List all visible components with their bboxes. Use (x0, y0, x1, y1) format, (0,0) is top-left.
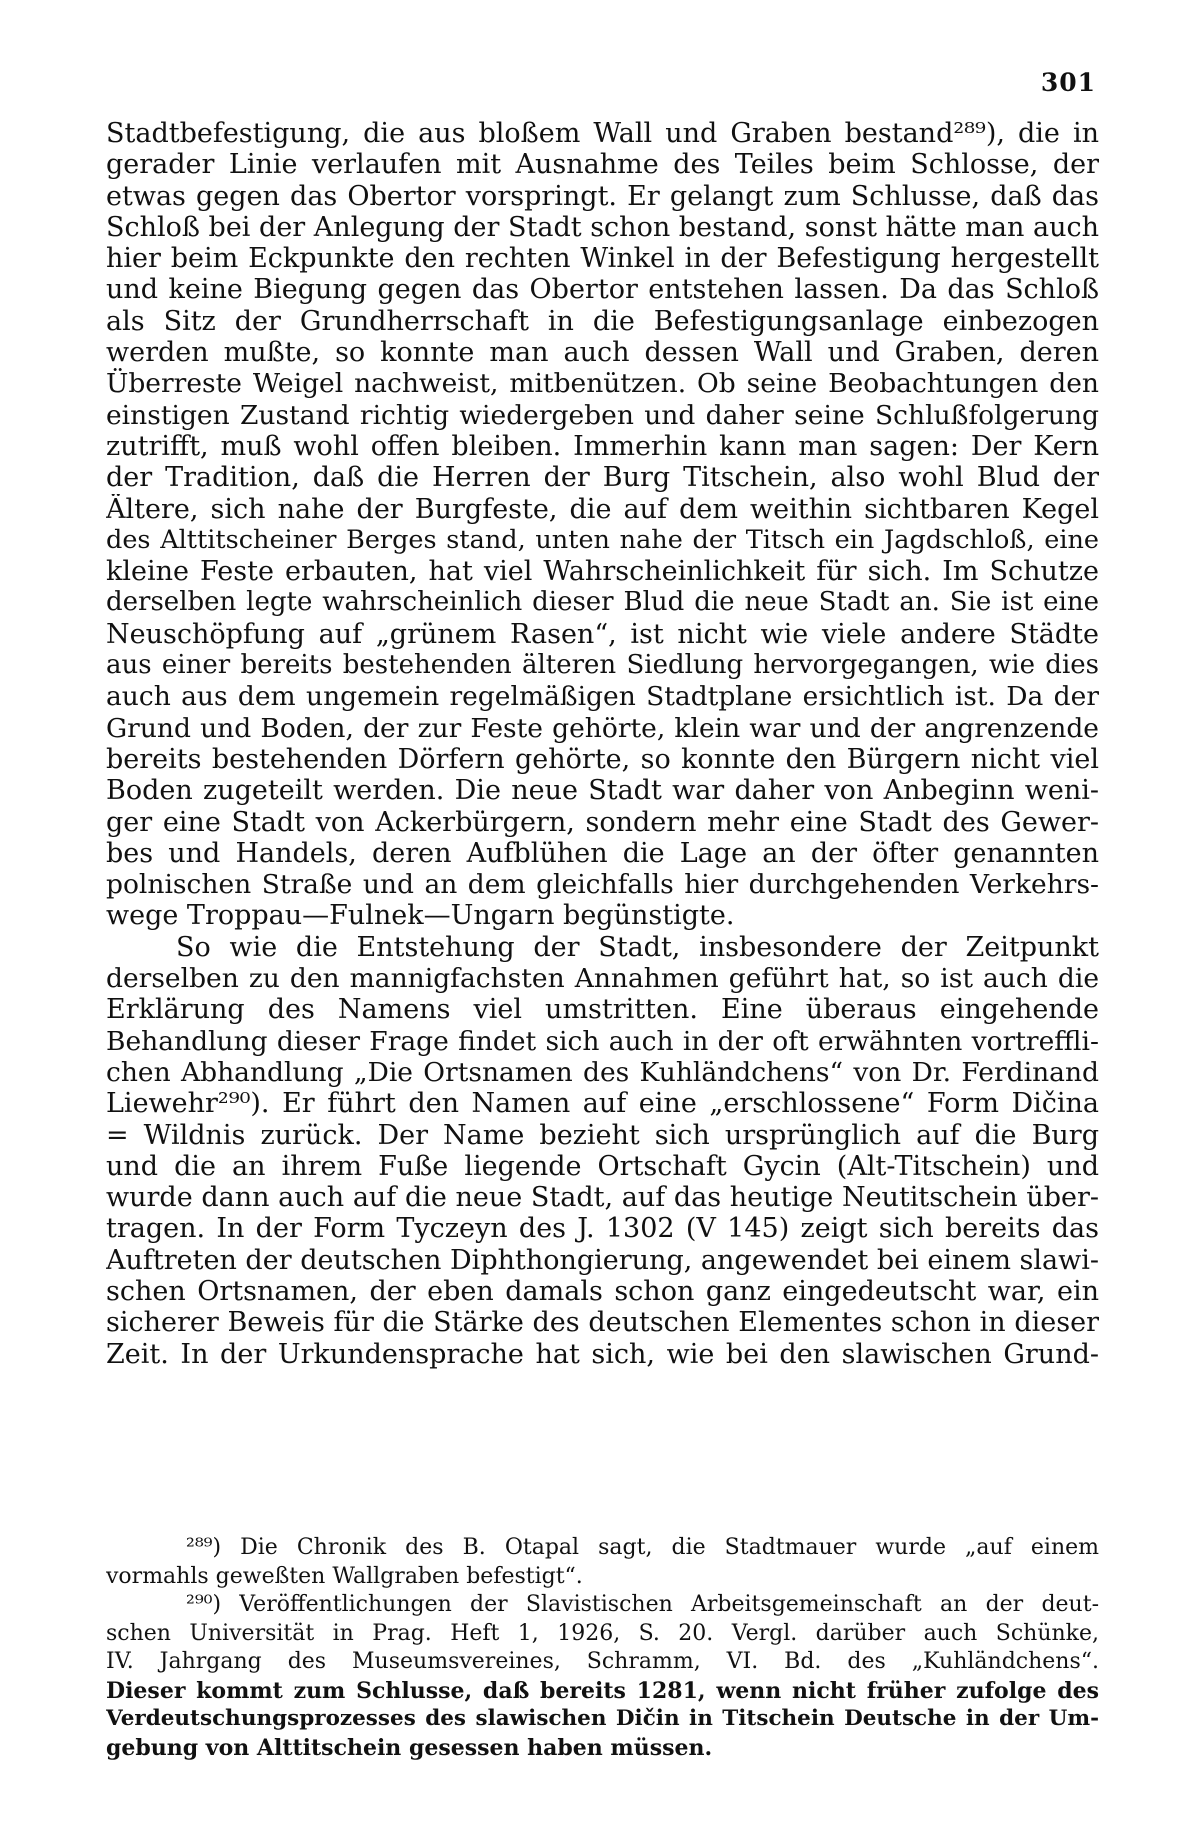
text-line: einstigen Zustand richtig wiedergeben und daher seine Schlußfolgerung (106, 399, 1099, 431)
main-text (106, 118, 1099, 1370)
text-line: hier beim Eckpunkte den rechten Winkel in der Befestigung hergestellt (106, 243, 1099, 275)
footnote-line: IV. Jahrgang des Museumsvereines, Schramm, VI. Bd. des „Kuhländchens“. (106, 1649, 1099, 1674)
text-line: Stadtbefestigung, die aus bloßem Wall und Graben bestand²⁸⁹), die in (106, 118, 1099, 149)
text-line: auch aus dem ungemein regelmäßigen Stadtplane ersichtlich ist. Da der (106, 681, 1099, 713)
text-line: Liewehr²⁹⁰). Er führt den Namen auf eine „erschlossene“ Form Dičina (106, 1088, 1099, 1120)
text-line: ger eine Stadt von Ackerbürgern, sondern mehr eine Stadt des Gewer- (106, 806, 1099, 838)
text-line: = Wildnis zurück. Der Name bezieht sich ursprünglich auf die Burg (106, 1119, 1099, 1151)
text-line: etwas gegen das Obertor vorspringt. Er gelangt zum Schlusse, daß das (106, 180, 1099, 212)
footnote-line: ²⁸⁹) Die Chronik des B. Otapal sagt, die Stadtmauer wurde „auf einem (186, 1535, 1099, 1560)
footnotes (106, 1534, 1099, 1762)
text-line: Behandlung dieser Frage findet sich auch in der oft erwähnten vortreffli- (106, 1025, 1099, 1057)
text-line: derselben legte wahrscheinlich dieser Blud die neue Stadt an. Sie ist eine (106, 587, 1099, 618)
text-line: aus einer bereits bestehenden älteren Siedlung hervorgegangen, wie dies (106, 650, 1099, 681)
text-line: wurde dann auch auf die neue Stadt, auf das heutige Neutitschein über- (106, 1182, 1099, 1214)
footnote-line: vormahls geweßten Wallgraben befestigt“. (106, 1563, 583, 1589)
text-line: bereits bestehenden Dörfern gehörte, so konnte den Bürgern nicht viel (106, 743, 1099, 775)
text-line: des Alttitscheiner Berges stand, unten nahe der Titsch ein Jagdschloß, eine (106, 524, 1099, 555)
text-line: kleine Feste erbauten, hat viel Wahrscheinlichkeit für sich. Im Schutze (106, 556, 1099, 588)
text-line: Erklärung des Namens viel umstritten. Eine überaus eingehende (106, 994, 1099, 1026)
footnote-line: gebung von Alttitschein gesessen haben müssen. (106, 1734, 713, 1761)
text-line: chen Abhandlung „Die Ortsnamen des Kuhländchens“ von Dr. Ferdinand (106, 1056, 1099, 1088)
text-line: Boden zugeteilt werden. Die neue Stadt war daher von Anbeginn weni- (106, 775, 1099, 807)
text-line: Schloß bei der Anlegung der Stadt schon bestand, sonst hätte man auch (106, 211, 1099, 243)
footnote-line: Verdeutschungsprozesses des slawischen Dičin in Titschein Deutsche in der Um- (106, 1706, 1099, 1731)
footnote-line: ²⁹⁰) Veröffentlichungen der Slavistischen Arbeitsgemeinschaft an der deut- (186, 1592, 1099, 1617)
footnote-line: Dieser kommt zum Schlusse, daß bereits 1281, wenn nicht früher zufolge des (106, 1677, 1099, 1704)
text-line: tragen. In der Form Tyczeyn des J. 1302 (V 145) zeigt sich bereits das (106, 1213, 1099, 1245)
text-line: sicherer Beweis für die Stärke des deutschen Elementes schon in dieser (106, 1307, 1099, 1339)
text-line: polnischen Straße und an dem gleichfalls hier durchgehenden Verkehrs- (106, 869, 1099, 901)
text-line: bes und Handels, deren Aufblühen die Lage an der öfter genannten (106, 837, 1099, 869)
text-line: derselben zu den mannigfachsten Annahmen geführt hat, so ist auch die (106, 963, 1099, 995)
page-number: 301 (1040, 68, 1096, 97)
text-line: der Tradition, daß die Herren der Burg Titschein, also wohl Blud der (106, 462, 1099, 494)
text-line: werden mußte, so konnte man auch dessen Wall und Graben, deren (106, 337, 1099, 369)
text-line: Zeit. In der Urkundensprache hat sich, wie bei den slawischen Grund- (106, 1338, 1099, 1370)
text-line: gerader Linie verlaufen mit Ausnahme des Teiles beim Schlosse, der (106, 149, 1099, 181)
footnote-line: schen Universität in Prag. Heft 1, 1926, S. 20. Vergl. darüber auch Schünke, (106, 1620, 1099, 1646)
text-line: und die an ihrem Fuße liegende Ortschaft Gycin (Alt-Titschein) und (106, 1150, 1099, 1182)
text-line: wege Troppau—Fulnek—Ungarn begünstigte. (106, 900, 735, 932)
text-line: schen Ortsnamen, der eben damals schon ganz eingedeutscht war, ein (106, 1275, 1099, 1307)
text-line: Ältere, sich nahe der Burgfeste, die auf dem weithin sichtbaren Kegel (106, 493, 1099, 525)
text-line: zutrifft, muß wohl offen bleiben. Immerhin kann man sagen: Der Kern (106, 430, 1099, 462)
text-line: und keine Biegung gegen das Obertor entstehen lassen. Da das Schloß (106, 274, 1099, 306)
text-line: Grund und Boden, der zur Feste gehörte, klein war und der angrenzende (106, 712, 1099, 744)
text-line: Überreste Weigel nachweist, mitbenützen. Ob seine Beobachtungen den (106, 368, 1099, 400)
text-line: als Sitz der Grundherrschaft in die Befestigungsanlage einbezogen (106, 305, 1099, 337)
text-line: Neuschöpfung auf „grünem Rasen“, ist nicht wie viele andere Städte (106, 618, 1099, 650)
text-line: Auftreten der deutschen Diphthongierung, angewendet bei einem slawi- (106, 1244, 1099, 1276)
text-line: So wie die Entstehung der Stadt, insbesondere der Zeitpunkt (176, 931, 1099, 963)
